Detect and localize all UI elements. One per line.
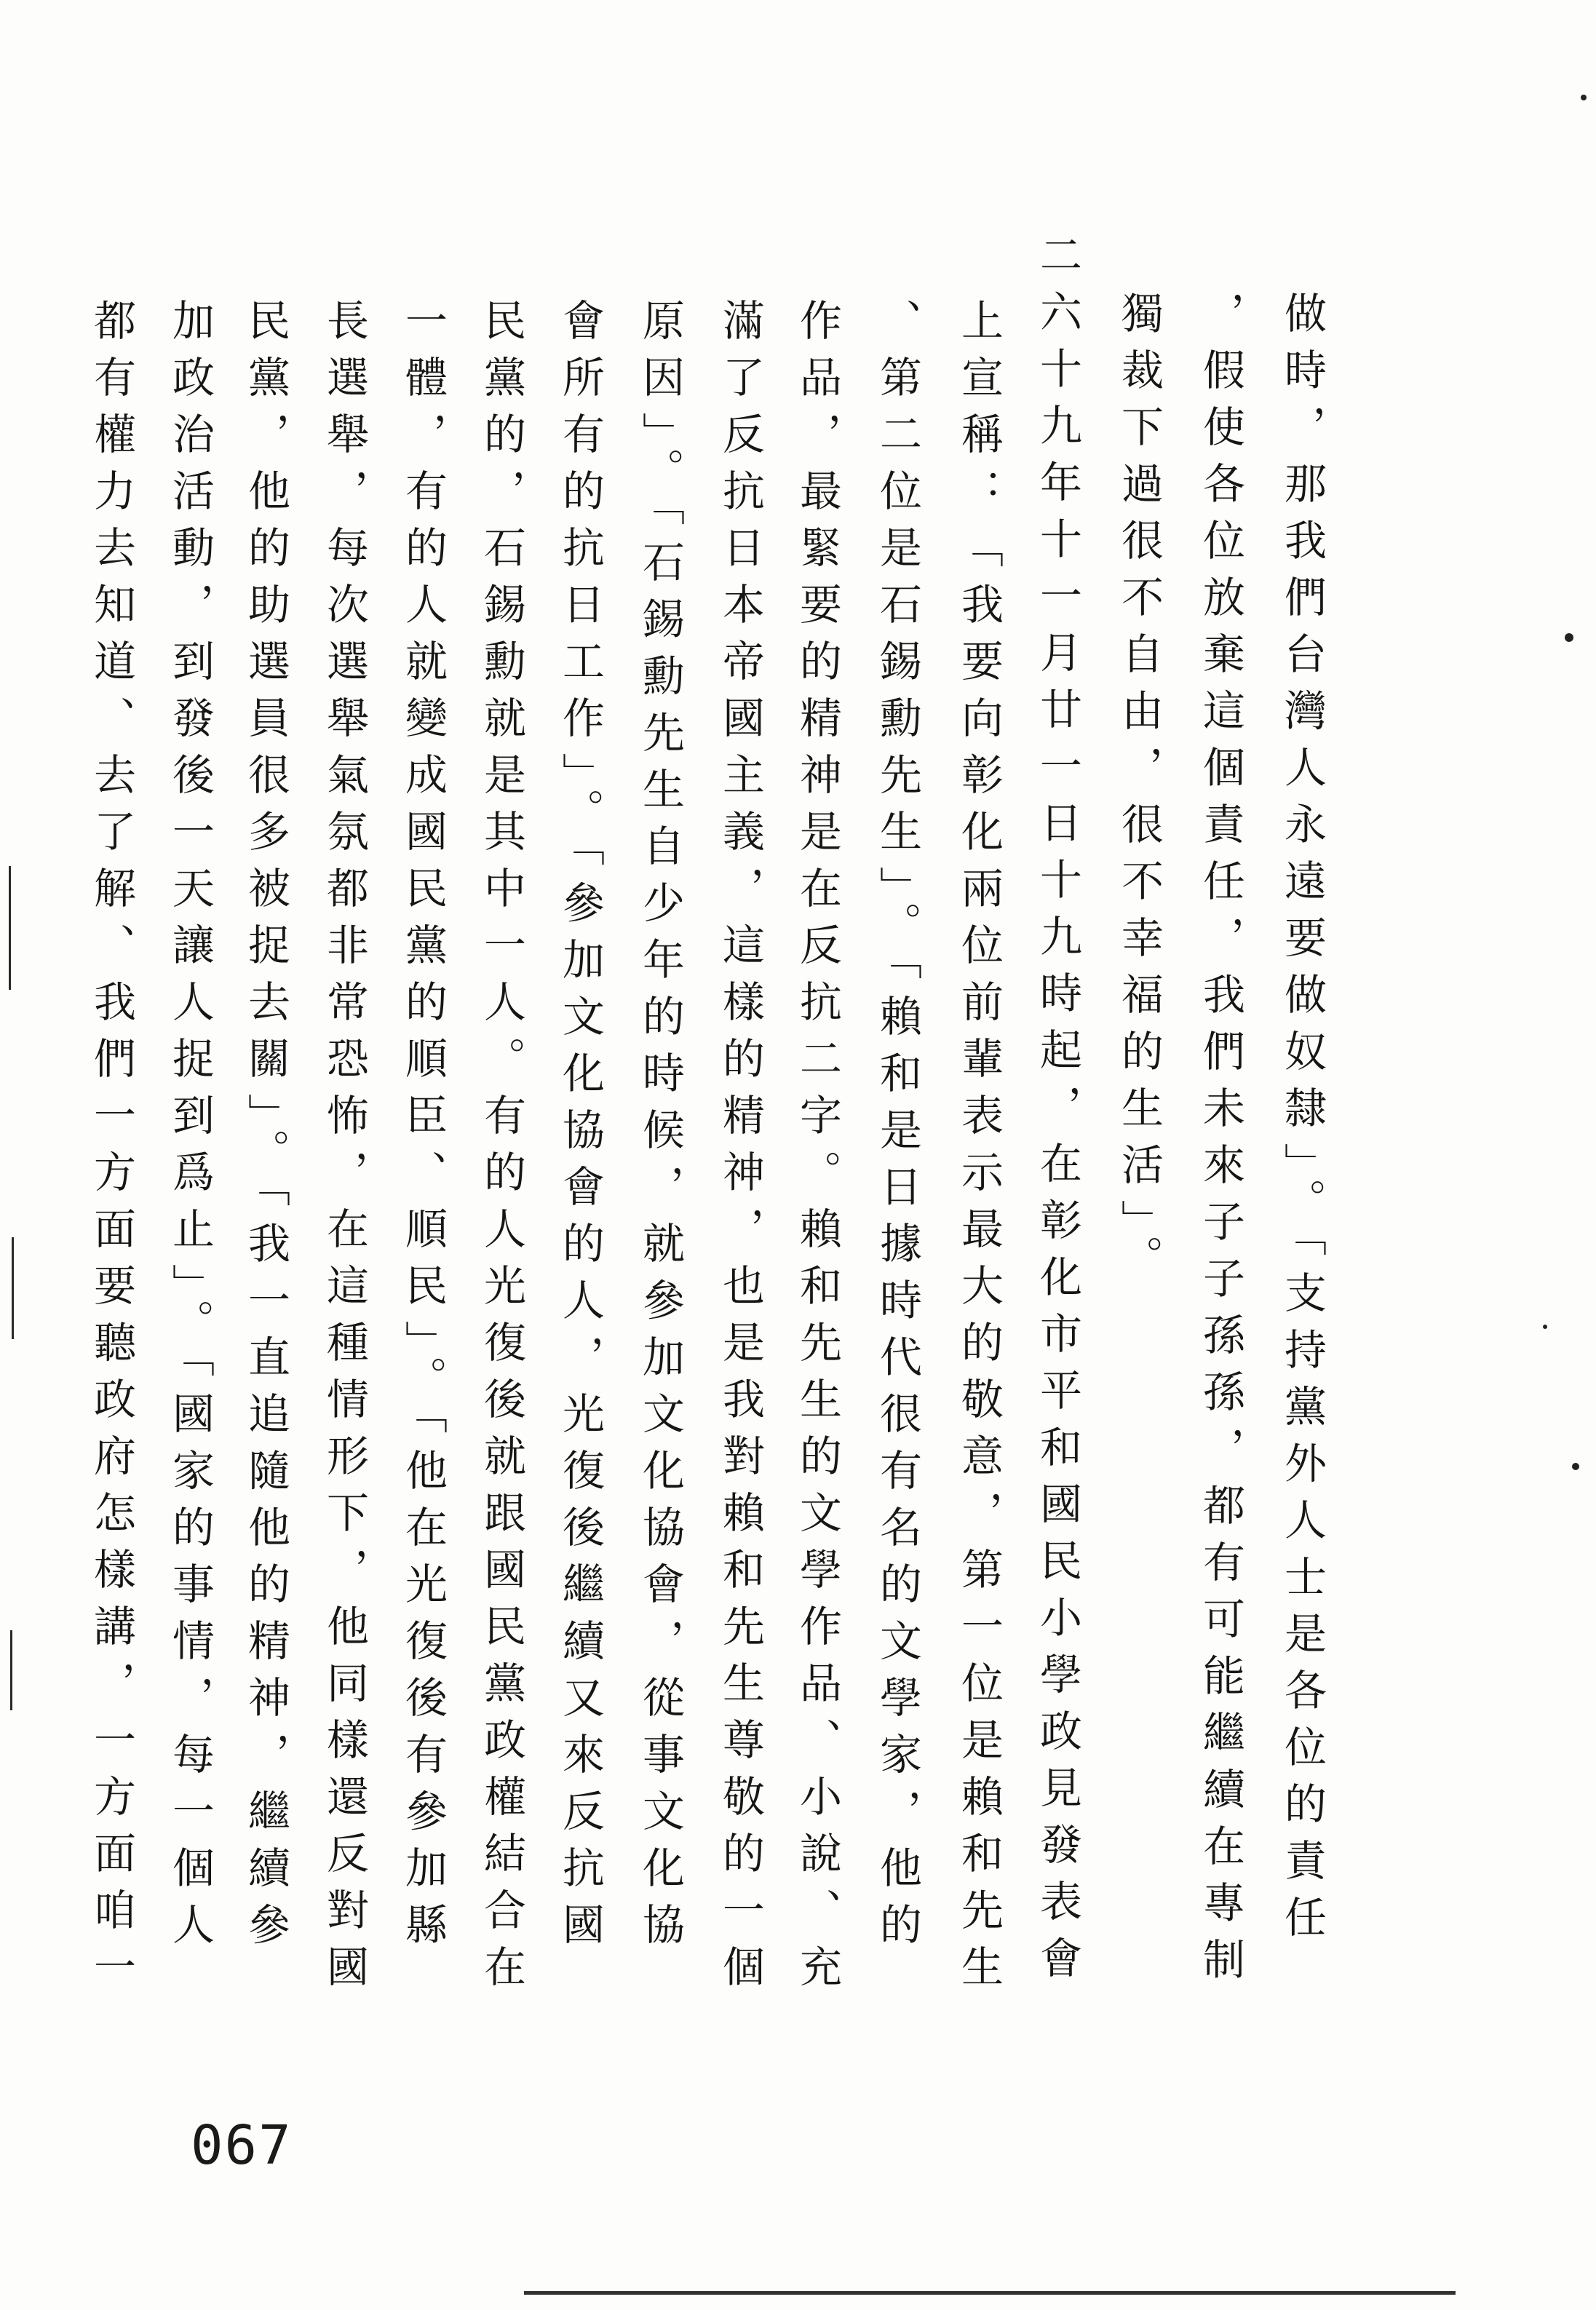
text-column-1: 做時，那我們台灣人永遠要做奴隸」。「支持黨外人士是各位的責任: [1277, 291, 1327, 1952]
scan-edge-line: [524, 2291, 1456, 2295]
text-column-10: 會所有的抗日工作」。「參加文化協會的人，光復後繼續又來反抗國: [555, 298, 605, 1959]
text-column-14: 民黨，他的助選員很多被捉去關」。「我一直追隨他的精神，繼續參: [241, 298, 290, 1959]
text-column-3: 獨裁下過很不自由，很不幸福的生活」。: [1114, 291, 1164, 1292]
text-column-7: 作品，最緊要的精神是在反抗二字。賴和先生的文學作品、小說、充: [793, 298, 842, 2001]
text-column-15: 加政治活動，到發後一天讓人捉到爲止」。「國家的事情，每一個人: [165, 298, 215, 1959]
scan-mark-left-1: [9, 866, 11, 990]
text-column-6: 、第二位是石錫勳先生」。「賴和是日據時代很有名的文學家，他的: [873, 298, 922, 1959]
scan-speck: [1565, 633, 1573, 642]
scan-speck: [1581, 95, 1587, 100]
text-column-16: 都有權力去知道、去了解、我們一方面要聽政府怎樣講，一方面咱一: [87, 298, 136, 2001]
scan-speck: [1543, 1325, 1547, 1329]
text-column-11: 民黨的，石錫勳就是其中一人。有的人光復後就跟國民黨政權結合在: [477, 298, 526, 2001]
page-number: 067: [191, 2114, 293, 2177]
scan-speck: [1572, 1463, 1579, 1470]
text-column-4: 二六十九年十一月廿一日十九時起，在彰化市平和國民小學政見發表會: [1033, 233, 1082, 1993]
text-column-5: 上宣稱：「我要向彰化兩位前輩表示最大的敬意，第一位是賴和先生: [954, 298, 1004, 2001]
text-column-9: 原因」。「石錫勳先生自少年的時候，就參加文化協會，從事文化協: [635, 298, 685, 1959]
text-column-2: ，假使各位放棄這個責任，我們未來子子孫孫，都有可能繼續在專制: [1196, 291, 1245, 1994]
text-column-13: 長選舉，每次選舉氣氛都非常恐怖，在這種情形下，他同樣還反對國: [319, 298, 369, 2001]
scan-mark-left-3: [10, 1630, 12, 1710]
text-column-8: 滿了反抗日本帝國主義，這樣的精神，也是我對賴和先生尊敬的一個: [715, 298, 765, 2001]
text-column-12: 一體，有的人就變成國民黨的順臣、順民」。「他在光復後有參加縣: [398, 298, 448, 1959]
scan-mark-left-2: [12, 1237, 14, 1339]
